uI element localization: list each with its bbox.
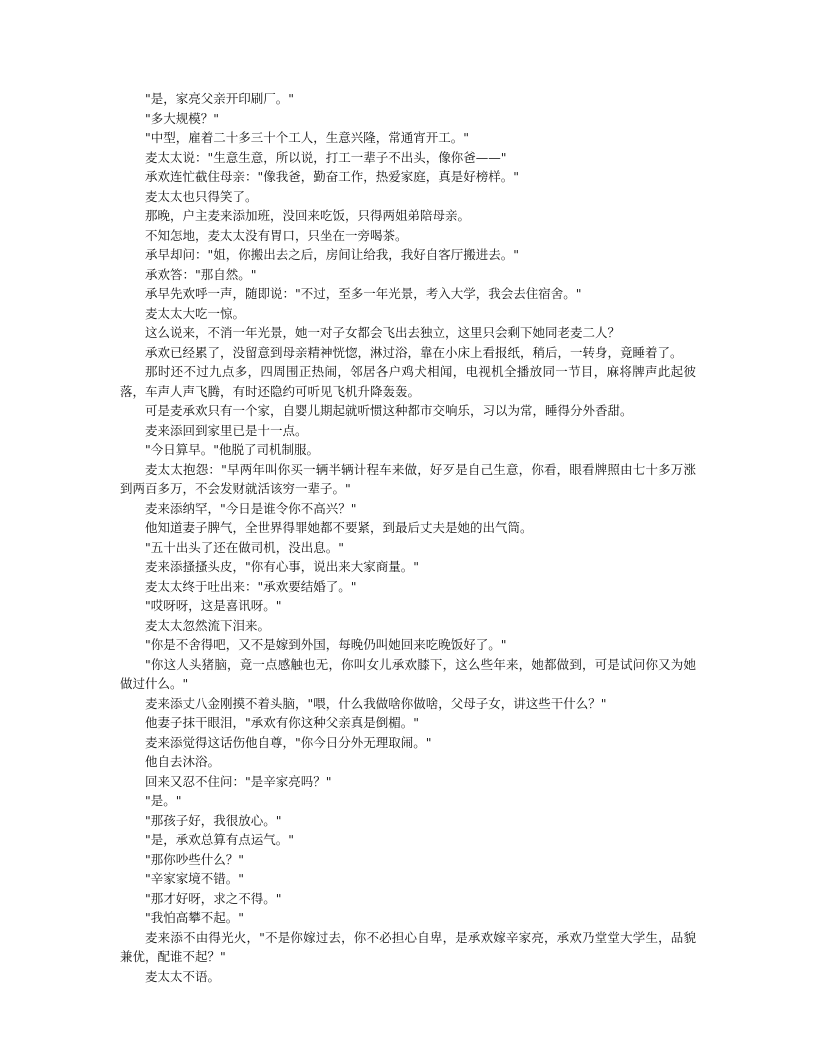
paragraph: "是，承欢总算有点运气。" [145, 832, 294, 847]
paragraph: 麦太太忽然流下泪来。 [145, 617, 271, 633]
paragraph: 承欢连忙截住母亲："像我爸，勤奋工作，热爱家庭，真是好榜样。" [145, 169, 520, 184]
paragraph: "中型，雇着二十多三十个工人，生意兴隆，常通宵开工。" [145, 130, 470, 145]
paragraph: 麦来添搔搔头皮，"你有心事，说出来大家商量。" [145, 559, 419, 574]
paragraph: 承欢答："那自然。" [145, 266, 257, 282]
paragraph: 麦太太抱怨："早两年叫你买一辆半辆计程车来做，好歹是自己生意，你看，眼看牌照由七十多万涨到两百多万，不会发财就活该穷一辈子。" [120, 461, 696, 496]
paragraph: 麦太太说："生意生意，所以说，打工一辈子不出头，像你爸——" [145, 149, 507, 165]
paragraph: 麦来添觉得这话伤他自尊，"你今日分外无理取闹。" [145, 734, 432, 750]
paragraph: 麦太太终于吐出来："承欢要结婚了。" [145, 578, 357, 594]
paragraph: 麦来添丈八金刚摸不着头脑，"喂，什么我做啥你做啥，父母子女，讲这些干什么？" [145, 695, 607, 711]
paragraph: "是，家亮父亲开印刷厂。" [145, 91, 294, 106]
paragraph: "那才好呀，求之不得。" [145, 890, 282, 906]
paragraph: 承早先欢呼一声，随即说："不过，至多一年光景，考入大学，我会去住宿舍。" [145, 286, 582, 301]
paragraph: 承欢已经累了，没留意到母亲精神恍惚，淋过浴，靠在小床上看报纸，稍后，一转身，竟睡着了。 [145, 344, 683, 360]
paragraph: 他知道妻子脾气，全世界得罪她都不要紧，到最后丈夫是她的出气筒。 [145, 520, 533, 535]
paragraph: "你这人头猪脑，竟一点感触也无，你叫女儿承欢膝下，这么些年来，她都做到，可是试问你又为她做过什么。" [120, 656, 696, 691]
paragraph: "我怕高攀不起。" [145, 910, 244, 925]
paragraph: 那时还不过九点多，四周围正热闹，邻居各户鸡犬相闻，电视机全播放同一节目，麻将牌声此起彼落，车声人声飞腾，有时还隐约可听见飞机升降轰轰。 [120, 364, 696, 399]
paragraph: 麦来添回到家里已是十一点。 [145, 422, 308, 438]
paragraph: 不知怎地，麦太太没有胃口，只坐在一旁喝茶。 [145, 227, 408, 243]
paragraph: 麦太太不语。 [145, 968, 221, 984]
paragraph: 麦太太也只得笑了。 [145, 188, 258, 204]
paragraph: "五十出头了还在做司机，没出息。" [145, 539, 344, 555]
paragraph: "多大规模？" [145, 110, 219, 126]
paragraph: 承早却问："姐，你搬出去之后，房间让给我，我好自客厅搬进去。" [145, 247, 520, 262]
paragraph: "是。" [145, 793, 182, 808]
paragraph: "哎呀呀，这是喜讯呀。" [145, 598, 282, 613]
paragraph: 麦来添纳罕，"今日是谁令你不高兴？" [145, 500, 357, 516]
paragraph: 他自去沐浴。 [145, 754, 221, 769]
paragraph: "那孩子好，我很放心。" [145, 812, 282, 828]
paragraph: 可是麦承欢只有一个家，自婴儿期起就听惯这种都市交响乐，习以为常，睡得分外香甜。 [145, 403, 633, 418]
paragraph: "今日算早。"他脱了司机制服。 [145, 442, 319, 457]
paragraph: 回来又忍不住问："是辛家亮吗？" [145, 773, 332, 789]
paragraph: 那晚，户主麦来添加班，没回来吃饭，只得两姐弟陪母亲。 [145, 208, 471, 223]
page-body [120, 89, 696, 986]
paragraph: "那你吵些什么？" [145, 851, 244, 867]
paragraph: 麦太太大吃一惊。 [145, 305, 246, 321]
paragraph: "你是不舍得吧，又不是嫁到外国，每晚仍叫她回来吃晚饭好了。" [145, 637, 507, 652]
paragraph: 麦来添不由得光火，"不是你嫁过去，你不必担心自卑，是承欢嫁辛家亮，承欢乃堂堂大学生，品貌兼优，配谁不起？" [120, 929, 696, 964]
paragraph: "辛家家境不错。" [145, 871, 244, 886]
paragraph: 他妻子抹干眼泪，"承欢有你这种父亲真是倒楣。" [145, 715, 419, 730]
paragraph: 这么说来，不消一年光景，她一对子女都会飞出去独立，这里只会剩下她同老麦二人？ [145, 325, 621, 340]
